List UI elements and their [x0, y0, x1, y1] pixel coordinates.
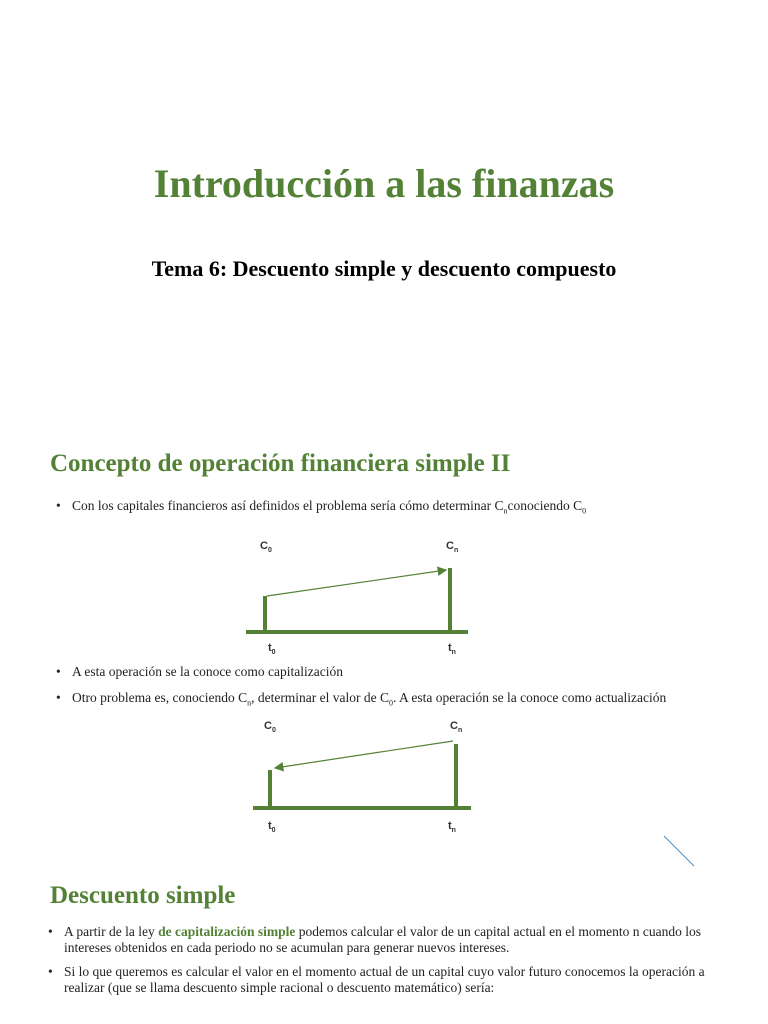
- simple-discount-slide: [0, 860, 768, 1024]
- capitalization-arrow-diagram: [240, 560, 480, 640]
- subscript: n: [503, 506, 508, 516]
- section-title: Concepto de operación financiera simple II: [50, 450, 511, 477]
- bullet-item: • A esta operación se la conoce como capitalización: [56, 664, 752, 680]
- highlight-text: de capitalización simple: [158, 924, 296, 939]
- main-title: Introducción a las finanzas: [153, 161, 615, 206]
- bullet-item: [56, 498, 752, 520]
- t0-label: $t_0$: [268, 642, 276, 657]
- concept-slide: [0, 420, 768, 860]
- section-title: Descuento simple: [50, 882, 236, 909]
- c0-label: $C_0$: [260, 540, 272, 555]
- subtitle: Tema 6: Descuento simple y descuento compuesto: [151, 256, 617, 281]
- subscript: 0: [582, 506, 587, 516]
- tn-label: $t_n$: [448, 642, 456, 657]
- c0-label: $C_0$: [264, 720, 276, 735]
- tn-label: $t_n$: [448, 820, 456, 835]
- t0-label: $t_0$: [268, 820, 276, 835]
- bullet-item: • A partir de la ley de capitalización simple podemos calcular el valor de un capital actual en el momento n cuando los intereses obtenidos en cada periodo no se acumulan para generar nuevos intereses.: [48, 924, 724, 956]
- bullet-item: • Si lo que queremos es calcular el valor en el momento actual de un capital cuyo valor futuro conocemos la operación a realizar (que se llama descuento simple racional o descuento matemático) sería:: [48, 964, 724, 996]
- bullet-text: Con los capitales financieros así definidos el problema sería cómo determinar C: [72, 498, 504, 513]
- actualization-arrow-diagram: [245, 736, 485, 816]
- title-slide: [0, 0, 768, 420]
- cn-label: $C_n$: [450, 720, 463, 735]
- bullet-item: • Otro problema es, conociendo $C_n$, determinar el valor de $C_0$. A esta operación se la conoce como actualización: [56, 690, 723, 712]
- cn-label: $C_n$: [446, 540, 459, 555]
- bullet-text: conociendo C: [507, 498, 583, 513]
